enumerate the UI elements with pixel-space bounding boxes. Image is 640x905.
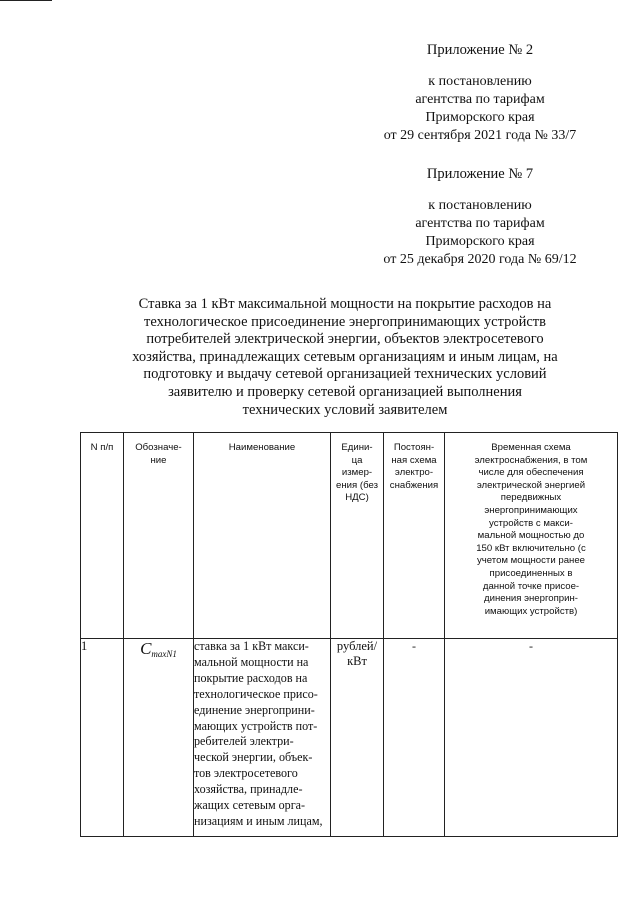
row-name-line: хозяйства, принадле- [194, 782, 303, 797]
header-temporary-line: числе для обеспечения [478, 467, 584, 479]
row-permanent-value: - [384, 639, 445, 837]
header-temporary-line: Временная схема [491, 442, 571, 453]
header-unit-line: Едини- [341, 442, 373, 453]
row-name-line: тов электросетевого [194, 766, 298, 781]
appendix-original-heading: Приложение № 7 [426, 166, 534, 182]
document-title [80, 296, 610, 419]
title-line: заявителю и проверку сетевой организацией выполнения [168, 383, 522, 400]
row-name-line: технологическое присо- [194, 686, 318, 701]
header-temporary-line: передвижных [500, 492, 562, 504]
row-number: 1 [81, 639, 124, 837]
row-name-line: единение энергоприни- [194, 702, 315, 717]
header-unit-line: ения (без [336, 479, 378, 491]
row-unit-line: рублей/ [336, 639, 378, 653]
header-temporary-line: присоединенных в [489, 567, 573, 579]
header-temporary-line: устройств с макси- [489, 517, 573, 529]
header-temporary-line: динения энергоприн- [484, 593, 578, 605]
row-designation [124, 639, 194, 837]
header-name: Наименование [194, 433, 331, 639]
header-temporary-line: электроснабжения, в том [474, 454, 588, 466]
title-line: хозяйства, принадлежащих сетевым организациям и иным лицам, на [132, 348, 558, 365]
designation-symbol-subscript: maxN1 [151, 649, 177, 659]
row-name-line: ребителей электри- [194, 734, 294, 749]
header-unit [331, 433, 384, 639]
row-name-line: низациям и иным лицам, [194, 813, 323, 828]
table-row [81, 639, 618, 837]
tariff-table [80, 432, 618, 837]
appendix-current-line: к постановлению [428, 74, 532, 89]
header-temporary-line: мальной мощностью до [477, 530, 585, 542]
appendix-current-line: агентства по тарифам [415, 92, 545, 107]
header-temporary-line: учетом мощности ранее [476, 555, 585, 567]
header-permanent-line: электро- [394, 467, 434, 479]
header-temporary-scheme [445, 433, 618, 639]
row-unit-line: кВт [347, 654, 367, 668]
row-name-line: ческой энергии, объек- [194, 750, 313, 765]
designation-symbol [140, 639, 177, 658]
appendix-original-line: Приморского края [425, 234, 535, 249]
table-header-row [81, 433, 618, 639]
header-permanent-line: снабжения [389, 479, 439, 491]
row-name-line: мальной мощности на [194, 654, 309, 669]
header-unit-line: НДС) [345, 492, 369, 504]
header-temporary-line: энергопринимающих [484, 504, 578, 516]
appendix-original-block [365, 165, 595, 269]
header-temporary-line: 150 кВт включительно (с [476, 542, 586, 554]
appendix-current-block [365, 41, 595, 145]
designation-symbol-main: C [140, 639, 152, 658]
appendix-original-line: агентства по тарифам [415, 216, 545, 231]
header-number: N п/п [81, 433, 124, 639]
header-permanent-line: ная схема [391, 454, 437, 466]
appendix-original-line: к постановлению [428, 198, 532, 213]
top-scan-mark [0, 0, 52, 1]
appendix-original-line: от 25 декабря 2020 года № 69/12 [383, 252, 577, 267]
appendix-current-line: Приморского края [425, 110, 535, 125]
appendix-current-line: от 29 сентября 2021 года № 33/7 [383, 128, 577, 143]
row-name [194, 639, 331, 837]
appendix-current-heading: Приложение № 2 [426, 42, 534, 58]
title-line: потребителей электрической энергии, объектов электросетевого [146, 331, 544, 348]
row-temporary-value: - [445, 639, 618, 837]
header-unit-line: ца [351, 454, 363, 466]
header-temporary-line: имающих устройств) [484, 605, 578, 617]
row-name-line: ставка за 1 кВт макси- [194, 639, 309, 653]
title-line: подготовку и выдачу сетевой организацией технических условий [143, 366, 547, 383]
header-designation [124, 433, 194, 639]
header-designation-line: Обозначе- [135, 442, 182, 453]
title-line: Ставка за 1 кВт максимальной мощности на покрытие расходов на [138, 296, 552, 312]
header-permanent-line: Постоян- [393, 442, 435, 453]
header-permanent-scheme [384, 433, 445, 639]
row-unit [331, 639, 384, 837]
header-designation-line: ние [150, 454, 167, 466]
row-name-line: жащих сетевым орга- [194, 798, 306, 813]
row-name-line: мающих устройств пот- [194, 718, 318, 733]
title-line: технологическое присоединение энергопринимающих устройств [144, 313, 546, 330]
title-line: технических условий заявителем [242, 401, 448, 418]
header-unit-line: измер- [341, 467, 373, 479]
row-name-line: покрытие расходов на [194, 670, 308, 685]
header-temporary-line: данной точке присое- [482, 580, 580, 592]
header-temporary-line: электрической энергией [476, 479, 586, 491]
